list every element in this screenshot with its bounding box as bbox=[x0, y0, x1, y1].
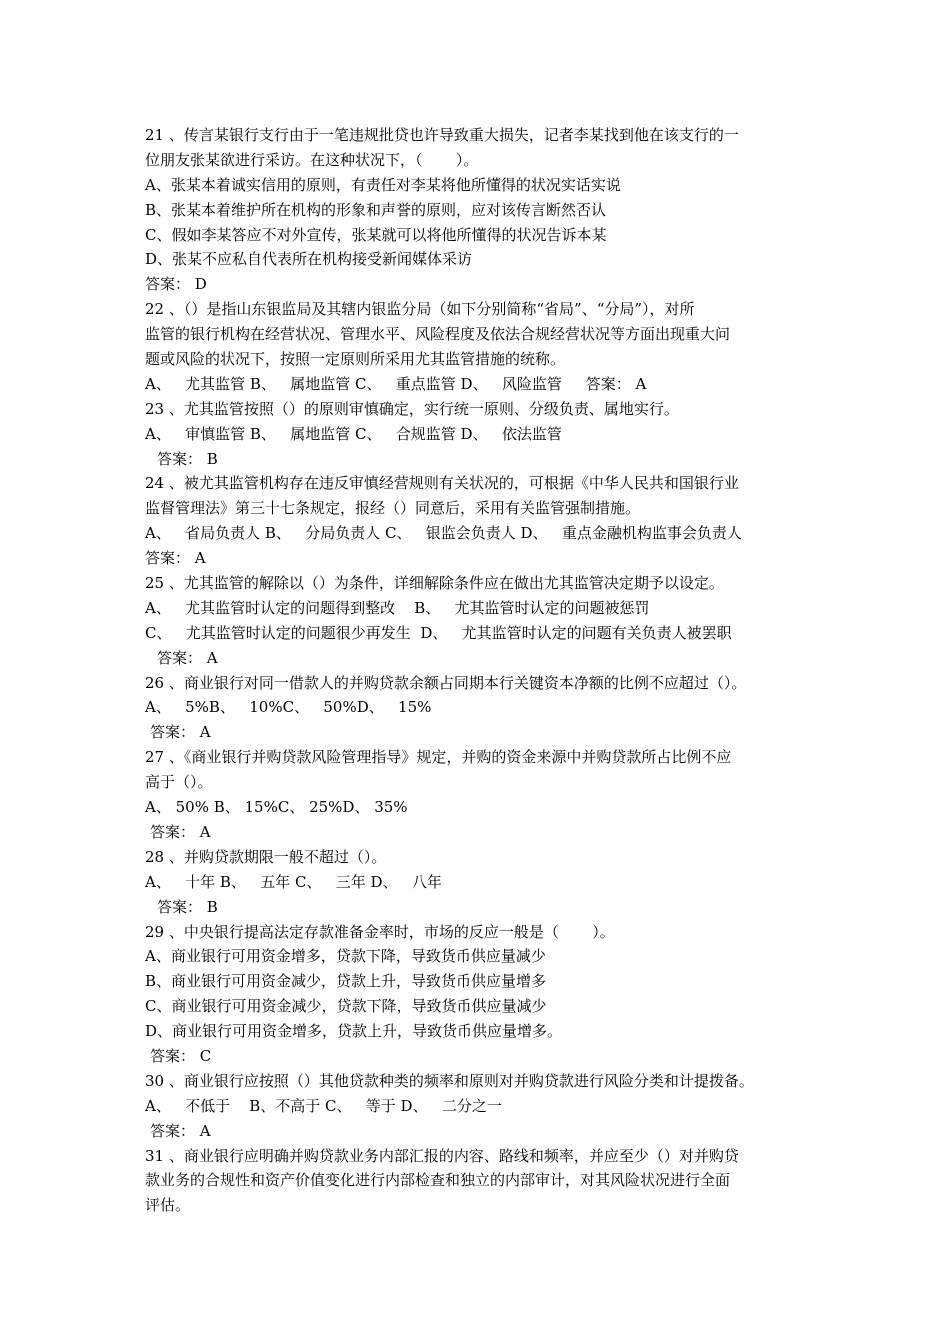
answer-line: 答案： A bbox=[145, 549, 206, 568]
text-line: 位朋友张某欲进行采访。在这种状况下，（ ）。 bbox=[145, 150, 479, 169]
text-line: 23 、尤其监管按照（）的原则审慎确定，实行统一原则、分级负责、属地实行。 bbox=[145, 399, 679, 418]
text-line: B、商业银行可用资金减少，贷款上升，导致货币供应量增多 bbox=[145, 972, 547, 991]
answer-line: 答案： B bbox=[157, 897, 218, 916]
text-line: D、张某不应私自代表所在机构接受新闻媒体采访 bbox=[145, 250, 473, 269]
text-line: 25 、尤其监管的解除以（）为条件，详细解除条件应在做出尤其监管决定期予以设定。 bbox=[145, 574, 724, 593]
answer-line: 答案： C bbox=[150, 1046, 212, 1065]
text-line: C、假如李某答应不对外宣传，张某就可以将他所懂得的状况告诉本某 bbox=[145, 225, 607, 244]
text-line: D、商业银行可用资金增多，贷款上升，导致货币供应量增多。 bbox=[145, 1022, 563, 1041]
text-line: 题或风险的状况下，按照一定原则所采用尤其监管措施的统称。 bbox=[145, 350, 566, 369]
text-line: 高于（）。 bbox=[145, 773, 213, 792]
text-line: A、 审慎监管 B、 属地监管 C、 合规监管 D、 依法监管 bbox=[145, 424, 562, 443]
text-line: A、张某本着诚实信用的原则，有责任对李某将他所懂得的状况实话实说 bbox=[145, 175, 621, 194]
text-line: C、商业银行可用资金减少，贷款下降，导致货币供应量减少 bbox=[145, 997, 547, 1016]
text-line: 22 、（）是指山东银监局及其辖内银监分局（如下分别简称“省局”、“分局”），对所 bbox=[145, 300, 695, 319]
answer-line: 答案： A bbox=[157, 648, 218, 667]
answer-line: 答案： A bbox=[150, 723, 211, 742]
text-line: A、 50% B、 15%C、 25%D、 35% bbox=[145, 798, 408, 817]
text-line: 评估。 bbox=[145, 1196, 191, 1215]
text-line: C、 尤其监管时认定的问题很少再发生 D、 尤其监管时认定的问题有关负责人被罢职 bbox=[145, 623, 732, 642]
document-page bbox=[145, 123, 815, 1218]
text-line: 30 、商业银行应按照（）其他贷款种类的频率和原则对并购贷款进行风险分类和计提拨备。 bbox=[145, 1071, 754, 1090]
answer-line: 答案： A bbox=[150, 822, 211, 841]
text-line: 监管的银行机构在经营状况、管理水平、风险程度及依法合规经营状况等方面出现重大问 bbox=[145, 325, 731, 344]
text-line: 款业务的合规性和资产价值变化进行内部检查和独立的内部审计，对其风险状况进行全面 bbox=[145, 1171, 731, 1190]
answer-line: 答案： A bbox=[150, 1121, 211, 1140]
text-line: A、 尤其监管 B、 属地监管 C、 重点监管 D、 风险监管 答案： A bbox=[145, 374, 647, 393]
text-line: 24 、被尤其监管机构存在违反审慎经营规则有关状况的，可根据《中华人民共和国银行业 bbox=[145, 474, 739, 493]
answer-line: 答案： B bbox=[157, 449, 218, 468]
text-line: 29 、中央银行提高法定存款准备金率时，市场的反应一般是（ ）。 bbox=[145, 922, 615, 941]
text-line: A、 尤其监管时认定的问题得到整改 B、 尤其监管时认定的问题被惩罚 bbox=[145, 598, 650, 617]
text-line: A、 省局负责人 B、 分局负责人 C、 银监会负责人 D、 重点金融机构监事会负责人 bbox=[145, 524, 742, 543]
text-line: A、 不低于 B、不高于 C、 等于 D、 二分之一 bbox=[145, 1096, 502, 1115]
text-line: 监督管理法》第三十七条规定，报经（）同意后，采用有关监管强制措施。 bbox=[145, 499, 641, 518]
answer-line: 答案： D bbox=[145, 275, 207, 294]
text-line: 27 、《商业银行并购贷款风险管理指导》规定，并购的资金来源中并购贷款所占比例不应 bbox=[145, 748, 732, 767]
text-line: 31 、商业银行应明确并购贷款业务内部汇报的内容、路线和频率，并应至少（）对并购贷 bbox=[145, 1146, 739, 1165]
text-line: 28 、并购贷款期限一般不超过（）。 bbox=[145, 847, 387, 866]
text-line: A、商业银行可用资金增多，贷款下降，导致货币供应量减少 bbox=[145, 947, 546, 966]
text-line: B、张某本着维护所在机构的形象和声誉的原则，应对该传言断然否认 bbox=[145, 200, 607, 219]
text-line: A、 十年 B、 五年 C、 三年 D、 八年 bbox=[145, 872, 442, 891]
text-line: 21 、传言某银行支行由于一笔违规批贷也许导致重大损失，记者李某找到他在该支行的一 bbox=[145, 126, 739, 144]
text-line: A、 5%B、 10%C、 50%D、 15% bbox=[145, 698, 432, 717]
text-line: 26 、商业银行对同一借款人的并购贷款余额占同期本行关键资本净额的比例不应超过（）。 bbox=[145, 673, 747, 692]
